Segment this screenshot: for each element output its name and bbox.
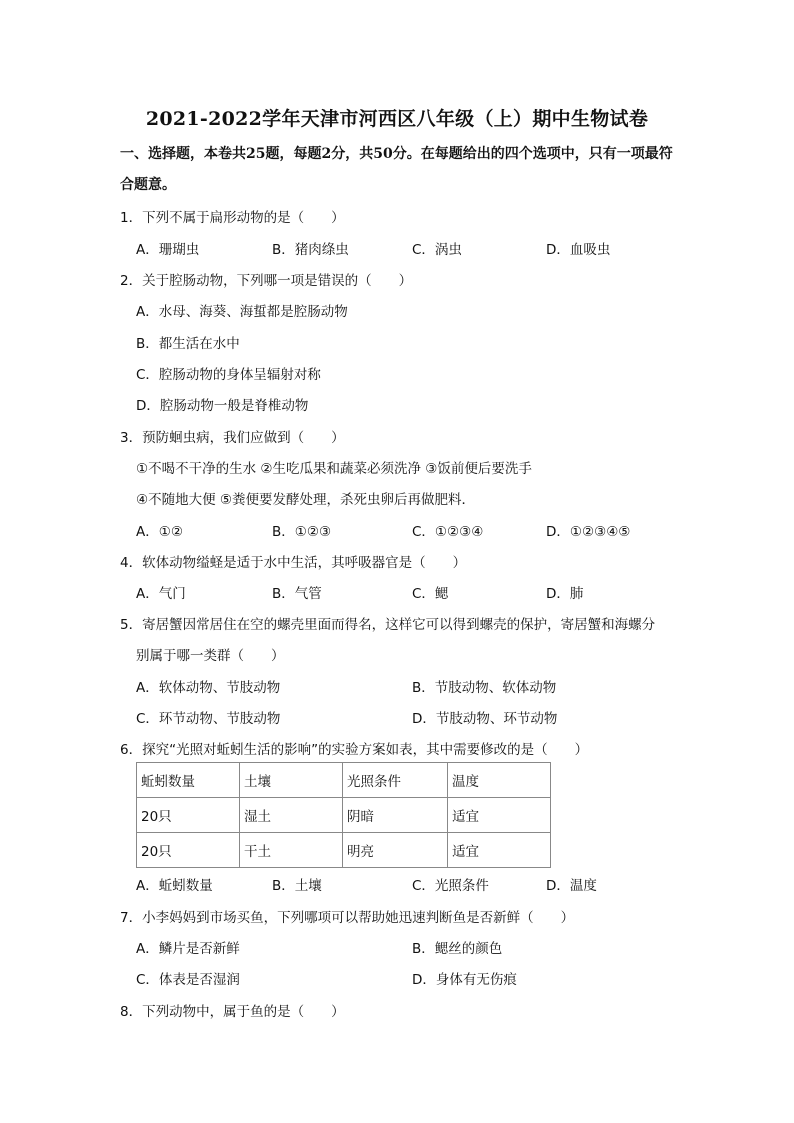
question-3-list-line-2: ④不随地大便 ⑤粪便要发酵处理，杀死虫卵后再做肥料． <box>136 492 475 508</box>
question-3-option-c: C．①②③④ <box>412 524 484 540</box>
table-cell: 明亮 <box>343 833 448 868</box>
table-header-cell: 蚯蚓数量 <box>137 763 240 798</box>
table-cell: 20只 <box>137 833 240 868</box>
question-6-option-a: A．蚯蚓数量 <box>136 878 213 894</box>
table-row <box>137 833 551 868</box>
experiment-table <box>136 762 551 868</box>
question-2-option-d: D．腔肠动物一般是脊椎动物 <box>136 398 309 414</box>
question-4-stem: 4．软体动物缢蛏是适于水中生活，其呼吸器官是（ ） <box>120 555 467 571</box>
question-2-option-b: B．都生活在水中 <box>136 336 240 352</box>
table-header-row <box>137 763 551 798</box>
question-4-option-b: B．气管 <box>272 586 322 602</box>
question-6-option-b: B．土壤 <box>272 878 322 894</box>
question-5-option-d: D．节肢动物、环节动物 <box>412 711 558 727</box>
question-3-stem: 3．预防蛔虫病，我们应做到（ ） <box>120 430 345 446</box>
table-header-cell: 土壤 <box>240 763 343 798</box>
table-cell: 适宜 <box>448 833 551 868</box>
table-cell: 20只 <box>137 798 240 833</box>
question-2-stem: 2．关于腔肠动物，下列哪一项是错误的（ ） <box>120 273 413 289</box>
question-4-option-d: D．肺 <box>546 586 584 602</box>
question-5-option-c: C．环节动物、节肢动物 <box>136 711 281 727</box>
table-cell: 湿土 <box>240 798 343 833</box>
question-7-option-d: D．身体有无伤痕 <box>412 972 517 988</box>
question-6-option-c: C．光照条件 <box>412 878 489 894</box>
table-cell: 适宜 <box>448 798 551 833</box>
question-5-option-a: A．软体动物、节肢动物 <box>136 680 281 696</box>
question-3-list-line-1: ①不喝不干净的生水 ②生吃瓜果和蔬菜必须洗净 ③饭前便后要洗手 <box>136 461 532 477</box>
question-3-option-b: B．①②③ <box>272 524 332 540</box>
table-header-cell: 光照条件 <box>343 763 448 798</box>
question-2-option-c: C．腔肠动物的身体呈辐射对称 <box>136 367 321 383</box>
question-7-stem: 7．小李妈妈到市场买鱼，下列哪项可以帮助她迅速判断鱼是否新鲜（ ） <box>120 910 575 926</box>
question-7-option-b: B．鳃丝的颜色 <box>412 941 503 957</box>
question-6-option-d: D．温度 <box>546 878 597 894</box>
question-8-stem: 8．下列动物中，属于鱼的是（ ） <box>120 1004 345 1020</box>
table-header-cell: 温度 <box>448 763 551 798</box>
question-3-option-a: A．①② <box>136 524 183 540</box>
question-7-option-c: C．体表是否湿润 <box>136 972 240 988</box>
section-heading: 一、选择题，本卷共25题，每题2分，共50分。在每题给出的四个选项中，只有一项最符合题意。 <box>120 146 673 193</box>
table-cell: 干土 <box>240 833 343 868</box>
question-6-stem: 6．探究“光照对蚯蚓生活的影响”的实验方案如表，其中需要修改的是（ ） <box>120 742 589 758</box>
question-1-option-a: A．珊瑚虫 <box>136 242 200 258</box>
question-2-option-a: A．水母、海葵、海蜇都是腔肠动物 <box>136 304 348 320</box>
table-row <box>137 798 551 833</box>
question-1-stem: 1．下列不属于扁形动物的是（ ） <box>120 210 345 226</box>
table-cell: 阴暗 <box>343 798 448 833</box>
question-4-option-c: C．鳃 <box>412 586 449 602</box>
question-1-option-d: D．血吸虫 <box>546 242 611 258</box>
question-1-option-b: B．猪肉绦虫 <box>272 242 349 258</box>
question-1-option-c: C．涡虫 <box>412 242 462 258</box>
question-7-option-a: A．鳞片是否新鲜 <box>136 941 240 957</box>
exam-title: 2021-2022学年天津市河西区八年级（上）期中生物试卷 <box>145 108 649 130</box>
question-5-option-b: B．节肢动物、软体动物 <box>412 680 557 696</box>
question-4-option-a: A．气门 <box>136 586 186 602</box>
question-3-option-d: D．①②③④⑤ <box>546 524 631 540</box>
question-5-stem-line-1: 5．寄居蟹因常居住在空的螺壳里面而得名，这样它可以得到螺壳的保护，寄居蟹和海螺分 <box>120 617 656 633</box>
question-5-stem-line-2: 别属于哪一类群（ ） <box>136 648 285 664</box>
